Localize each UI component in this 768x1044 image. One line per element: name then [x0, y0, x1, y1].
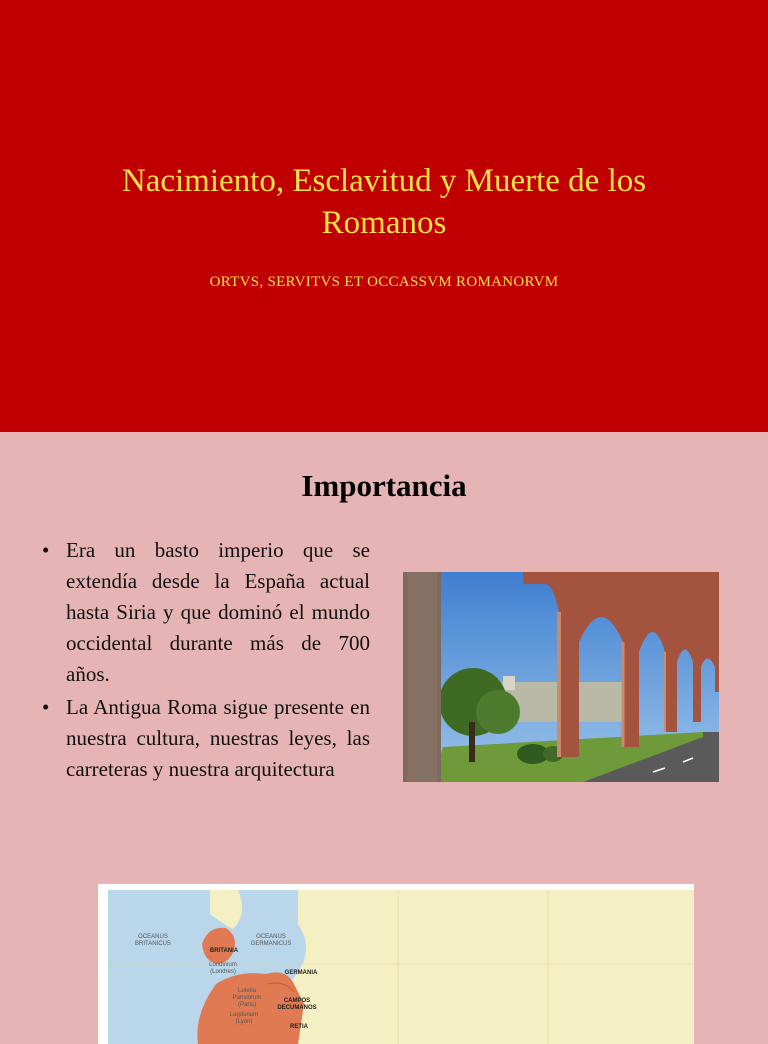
bullet-item: [40, 535, 370, 690]
presentation-subtitle: ORTVS, SERVITVS ET OCCASSVM ROMANORVM: [209, 274, 559, 290]
map-label-oceanus-britanicus: OCEANUS BRITANICUS: [135, 934, 171, 947]
bullet-text: Era un basto imperio que se extendía desde la España actual hasta Siria y que dominó el mundo occidental durante más de 700 años.: [66, 538, 370, 686]
roman-empire-map: [98, 884, 694, 1044]
map-label-londinium: Londinium (Londres): [209, 962, 237, 975]
title-slide: [0, 0, 768, 432]
slide-title: Importancia: [301, 468, 467, 503]
bullet-icon: •: [42, 695, 50, 719]
map-label-lutetia: Lutetia Parisiorum (París): [232, 988, 262, 1008]
bullet-item: [40, 692, 370, 785]
map-label-britania: BRITANIA: [209, 948, 239, 954]
bullet-text: La Antigua Roma sigue presente en nuestra cultura, nuestras leyes, las carreteras y nuestra arquitectura: [66, 695, 370, 781]
bullet-list: [40, 535, 370, 787]
presentation-title: Nacimiento, Esclavitud y Muerte de los Romanos: [121, 163, 647, 241]
map-label-oceanus-germanicus: OCEANUS GERMANICUS: [250, 934, 292, 947]
map-label-germania: GERMANIA: [284, 970, 318, 976]
map-label-retia: RETIA: [290, 1024, 308, 1030]
map-label-campos-decumanos: CAMPOS DECUMANOS: [277, 998, 317, 1011]
map-label-lugdunum: Lugdunum (Lyon): [229, 1012, 259, 1025]
bullet-icon: •: [42, 538, 50, 562]
importancia-slide: [0, 432, 768, 1030]
aqueduct-photo: [403, 572, 719, 782]
